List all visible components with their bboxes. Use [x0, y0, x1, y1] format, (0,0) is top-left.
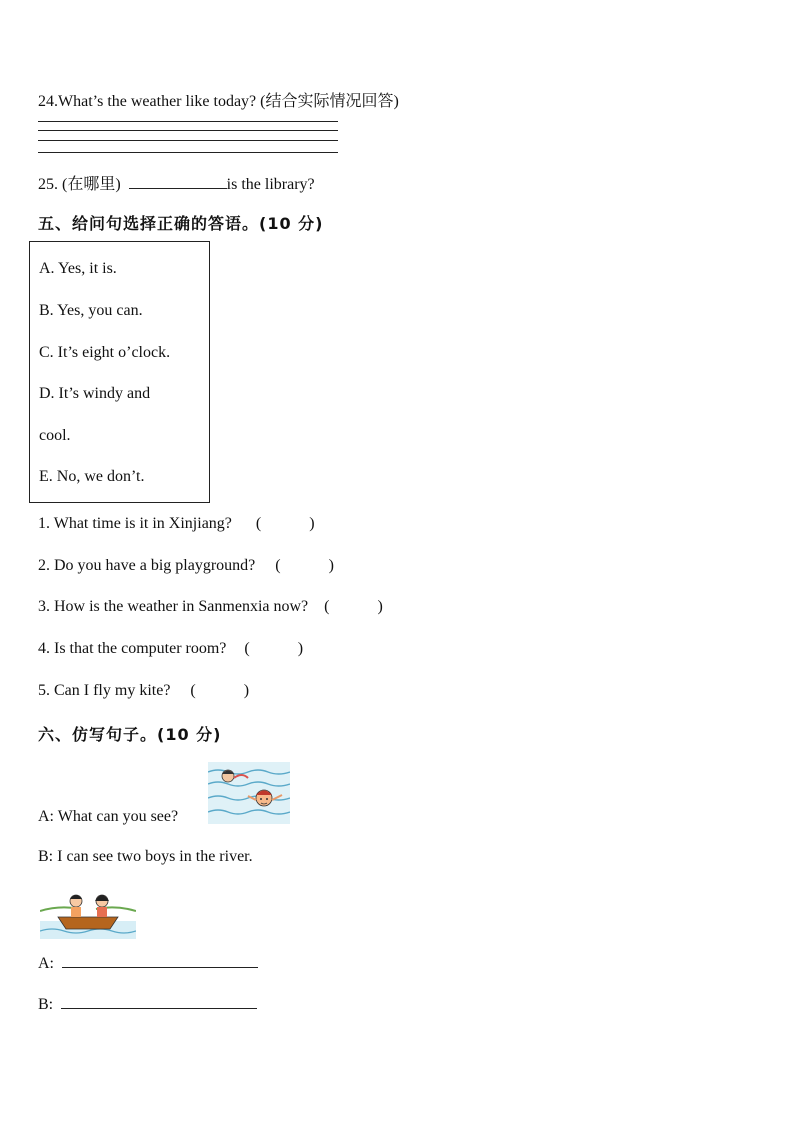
question-25-prefix: 25. (在哪里) — [38, 176, 121, 193]
answer-paren-open: ( — [255, 515, 262, 532]
question-24: 24.What’s the weather like today? (结合实际情况回答) — [38, 93, 399, 110]
writing-line — [38, 140, 338, 141]
question-text: 2. Do you have a big playground? — [38, 557, 256, 574]
answer-a-row — [38, 953, 258, 973]
question-text: 3. How is the weather in Sanmenxia now? — [38, 598, 309, 615]
answer-b-label: B: — [38, 996, 54, 1013]
section-5-title: 五、给问句选择正确的答语。(10 分) — [38, 214, 324, 233]
option-e: E. No, we don’t. — [39, 468, 145, 485]
answer-b-row — [38, 994, 257, 1014]
answer-paren-open: ( — [275, 557, 281, 574]
answer-blank-25[interactable] — [129, 174, 227, 189]
answer-paren-close: ) — [328, 557, 334, 574]
section-6-title: 六、仿写句子。(10 分) — [38, 725, 222, 744]
writing-line — [38, 121, 338, 122]
answer-paren-open: ( — [190, 682, 196, 699]
question-5-4 — [38, 640, 303, 658]
children-in-boat-illustration — [40, 887, 136, 939]
answer-paren-open: ( — [244, 640, 250, 657]
question-5-3 — [38, 598, 383, 616]
boys-swimming-illustration — [208, 762, 290, 824]
question-5-2 — [38, 557, 334, 575]
answer-paren-close: ) — [243, 682, 250, 699]
question-25-suffix: is the library? — [226, 176, 315, 193]
question-25 — [38, 171, 315, 194]
option-b: B. Yes, you can. — [39, 302, 143, 319]
answer-paren-close: ) — [377, 598, 383, 615]
question-text: 1. What time is it in Xinjiang? — [38, 515, 232, 532]
answer-a-blank[interactable] — [62, 953, 258, 968]
example-question: A: What can you see? — [38, 808, 179, 825]
option-c: C. It’s eight o’clock. — [39, 344, 171, 361]
example-answer: B: I can see two boys in the river. — [38, 848, 253, 865]
answer-options-box — [29, 241, 210, 503]
question-text: 5. Can I fly my kite? — [38, 682, 171, 699]
question-5-5 — [38, 682, 249, 700]
answer-a-label: A: — [38, 955, 54, 972]
question-5-1 — [38, 515, 315, 533]
writing-line — [38, 152, 338, 153]
writing-line — [38, 130, 338, 131]
answer-paren-close: ) — [309, 515, 315, 532]
answer-paren-close: ) — [297, 640, 304, 657]
option-d-continued: cool. — [39, 427, 71, 444]
option-d: D. It’s windy and — [39, 385, 151, 402]
question-text: 4. Is that the computer room? — [38, 640, 227, 657]
answer-b-blank[interactable] — [61, 994, 257, 1009]
option-a: A. Yes, it is. — [39, 260, 117, 277]
answer-paren-open: ( — [324, 598, 330, 615]
